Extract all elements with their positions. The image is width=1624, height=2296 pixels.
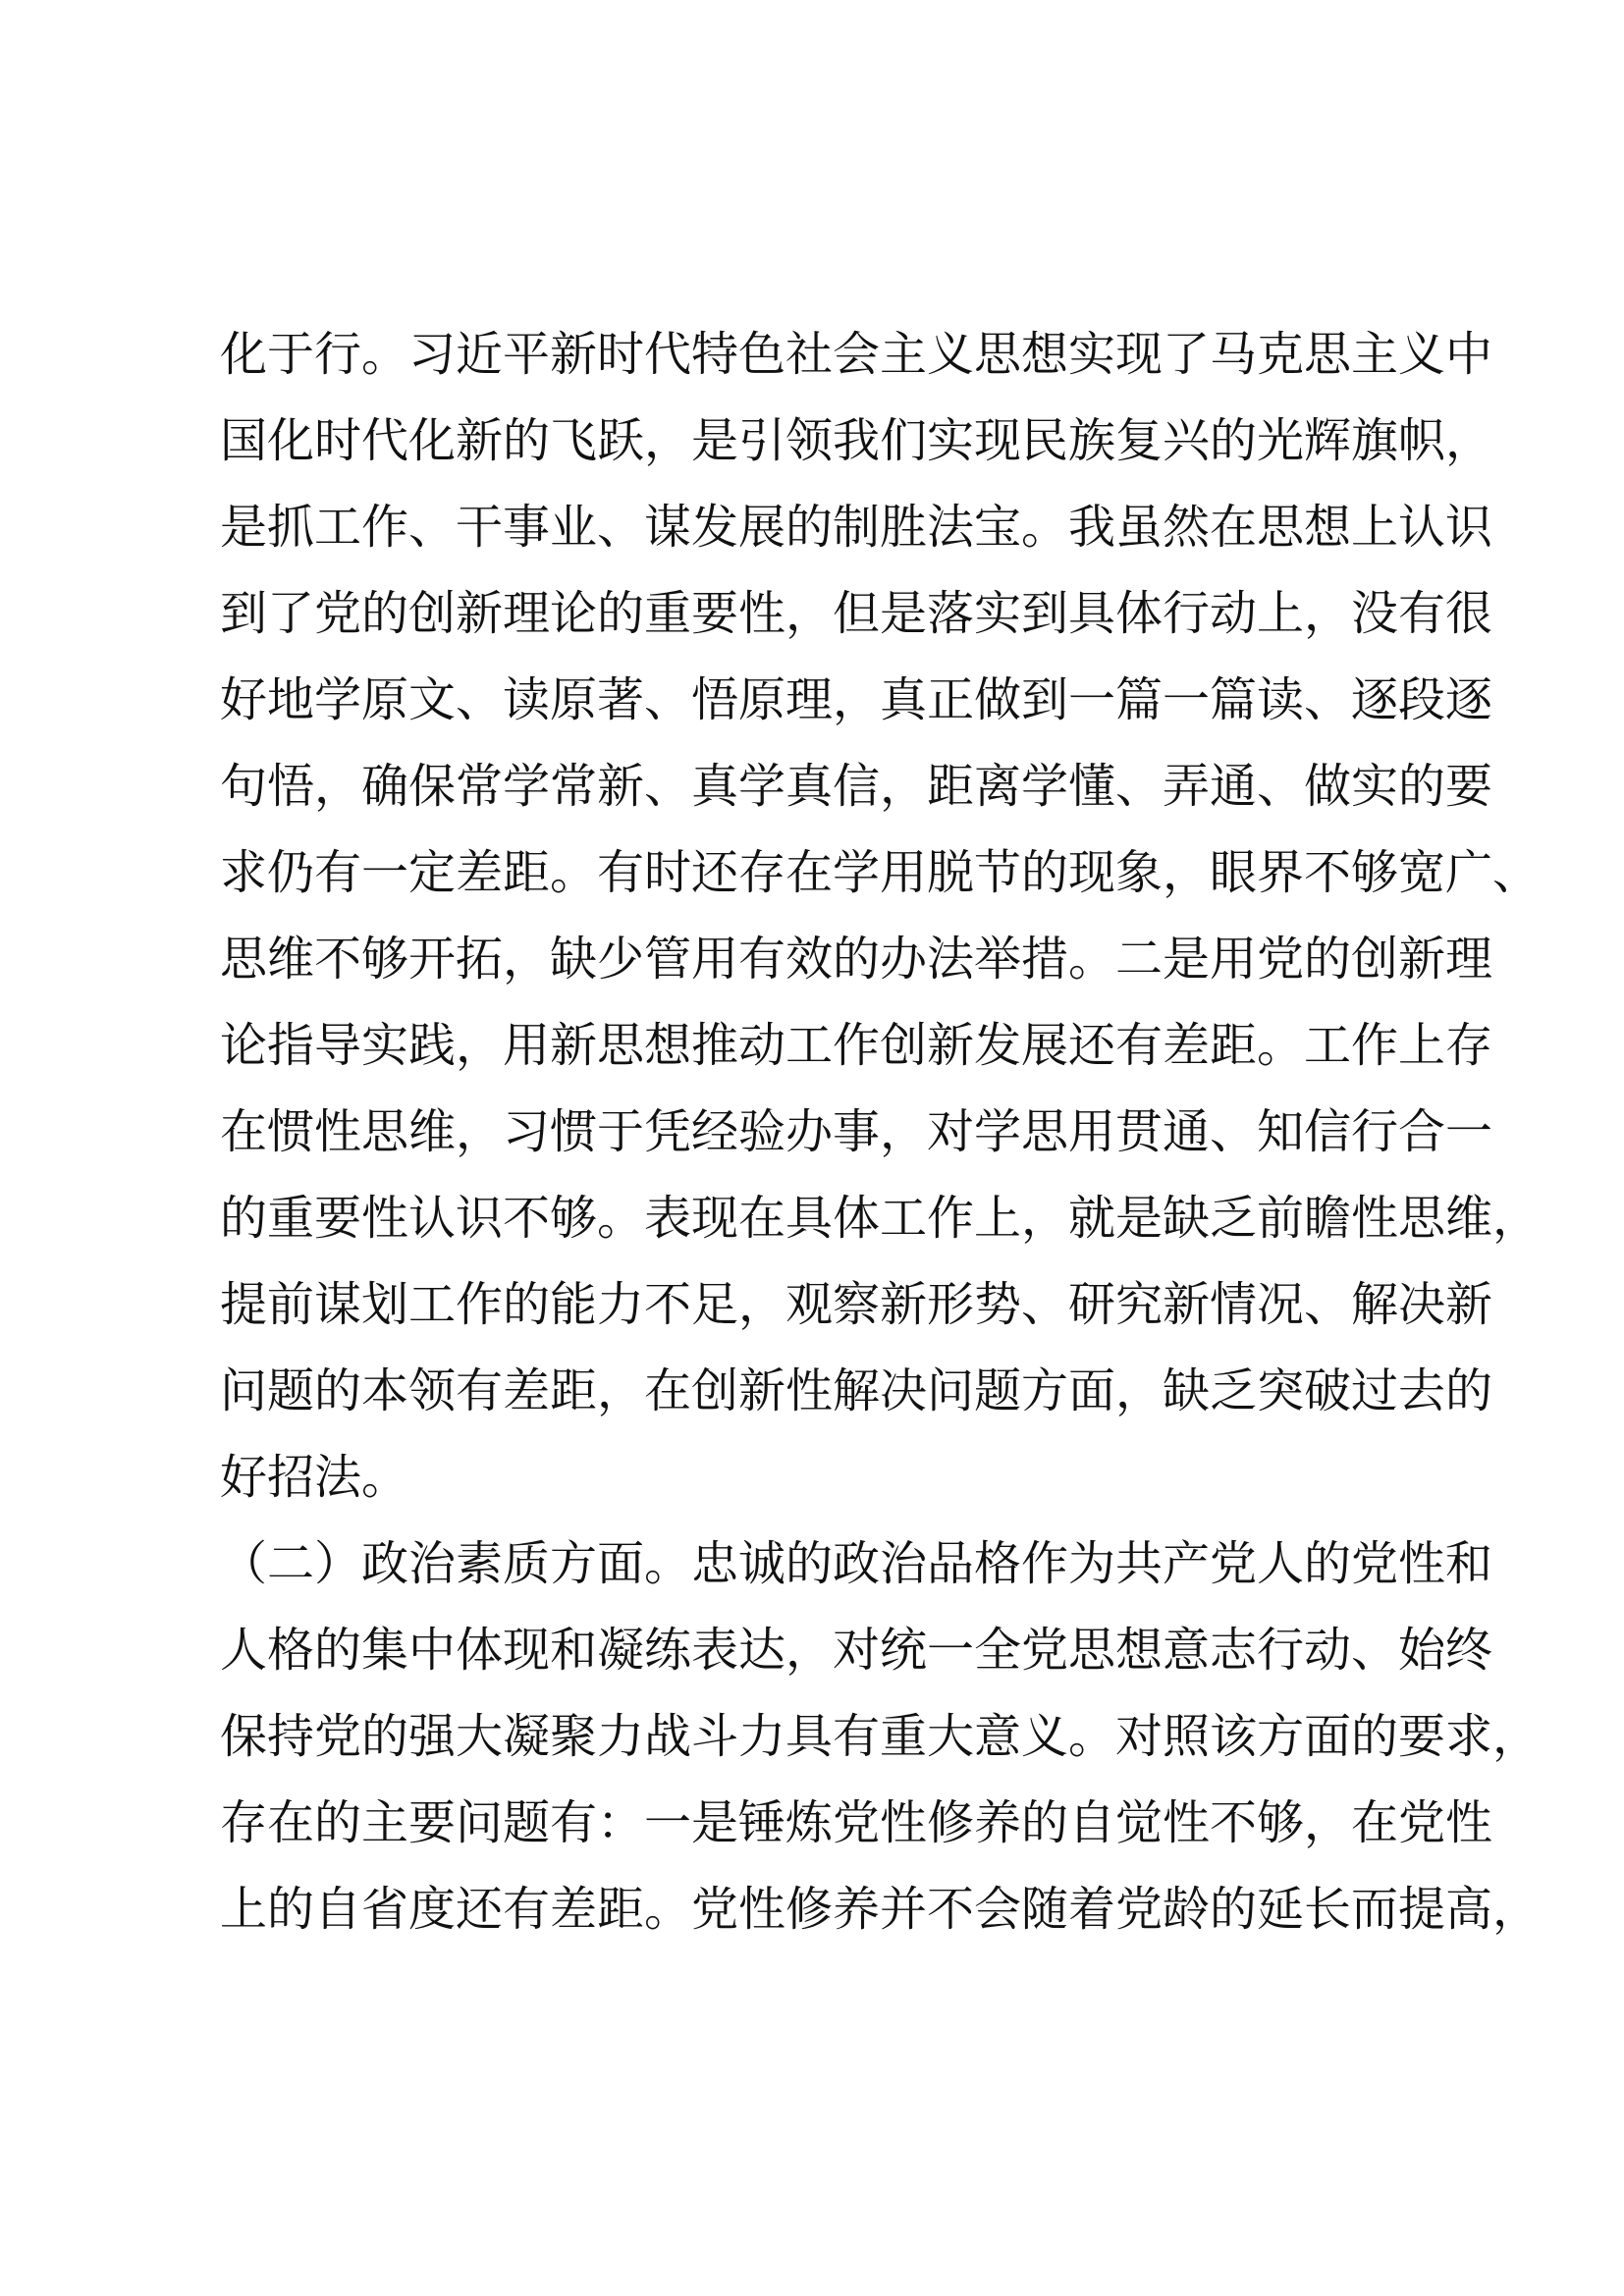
- text-line: 论指导实践，用新思想推动工作创新发展还有差距。工作上存: [220, 1018, 1493, 1073]
- text-line: 存在的主要问题有：一是锤炼党性修养的自觉性不够，在党性: [220, 1795, 1493, 1850]
- text-line: 人格的集中体现和凝练表达，对统一全党思想意志行动、始终: [220, 1623, 1493, 1678]
- text-line: （二）政治素质方面。忠诚的政治品格作为共产党人的党性和: [220, 1536, 1493, 1591]
- text-line: 保持党的强大凝聚力战斗力具有重大意义。对照该方面的要求，: [220, 1709, 1541, 1764]
- text-line: 是抓工作、干事业、谋发展的制胜法宝。我虽然在思想上认识: [220, 500, 1493, 555]
- text-line: 思维不够开拓，缺少管用有效的办法举措。二是用党的创新理: [220, 932, 1493, 987]
- text-line: 国化时代化新的飞跃，是引领我们实现民族复兴的光辉旗帜，: [220, 413, 1493, 468]
- text-line: 问题的本领有差距，在创新性解决问题方面，缺乏突破过去的: [220, 1363, 1493, 1418]
- document-body: [220, 311, 1541, 1952]
- text-line: 好地学原文、读原著、悟原理，真正做到一篇一篇读、逐段逐: [220, 672, 1493, 727]
- paragraph-1: [220, 311, 1541, 1521]
- text-line: 好招法。: [220, 1450, 409, 1505]
- text-line: 句悟，确保常学常新、真学真信，距离学懂、弄通、做实的要: [220, 759, 1493, 814]
- text-line: 到了党的创新理论的重要性，但是落实到具体行动上，没有很: [220, 586, 1493, 641]
- paragraph-2: [220, 1521, 1541, 1952]
- text-line: 上的自省度还有差距。党性修养并不会随着党龄的延长而提高，: [220, 1882, 1541, 1937]
- text-line: 提前谋划工作的能力不足，观察新形势、研究新情况、解决新: [220, 1277, 1493, 1332]
- text-line: 化于行。习近平新时代特色社会主义思想实现了马克思主义中: [220, 327, 1493, 382]
- text-line: 的重要性认识不够。表现在具体工作上，就是缺乏前瞻性思维，: [220, 1191, 1541, 1246]
- text-line: 在惯性思维，习惯于凭经验办事，对学思用贯通、知信行合一: [220, 1104, 1493, 1159]
- text-line: 求仍有一定差距。有时还存在学用脱节的现象，眼界不够宽广、: [220, 845, 1541, 900]
